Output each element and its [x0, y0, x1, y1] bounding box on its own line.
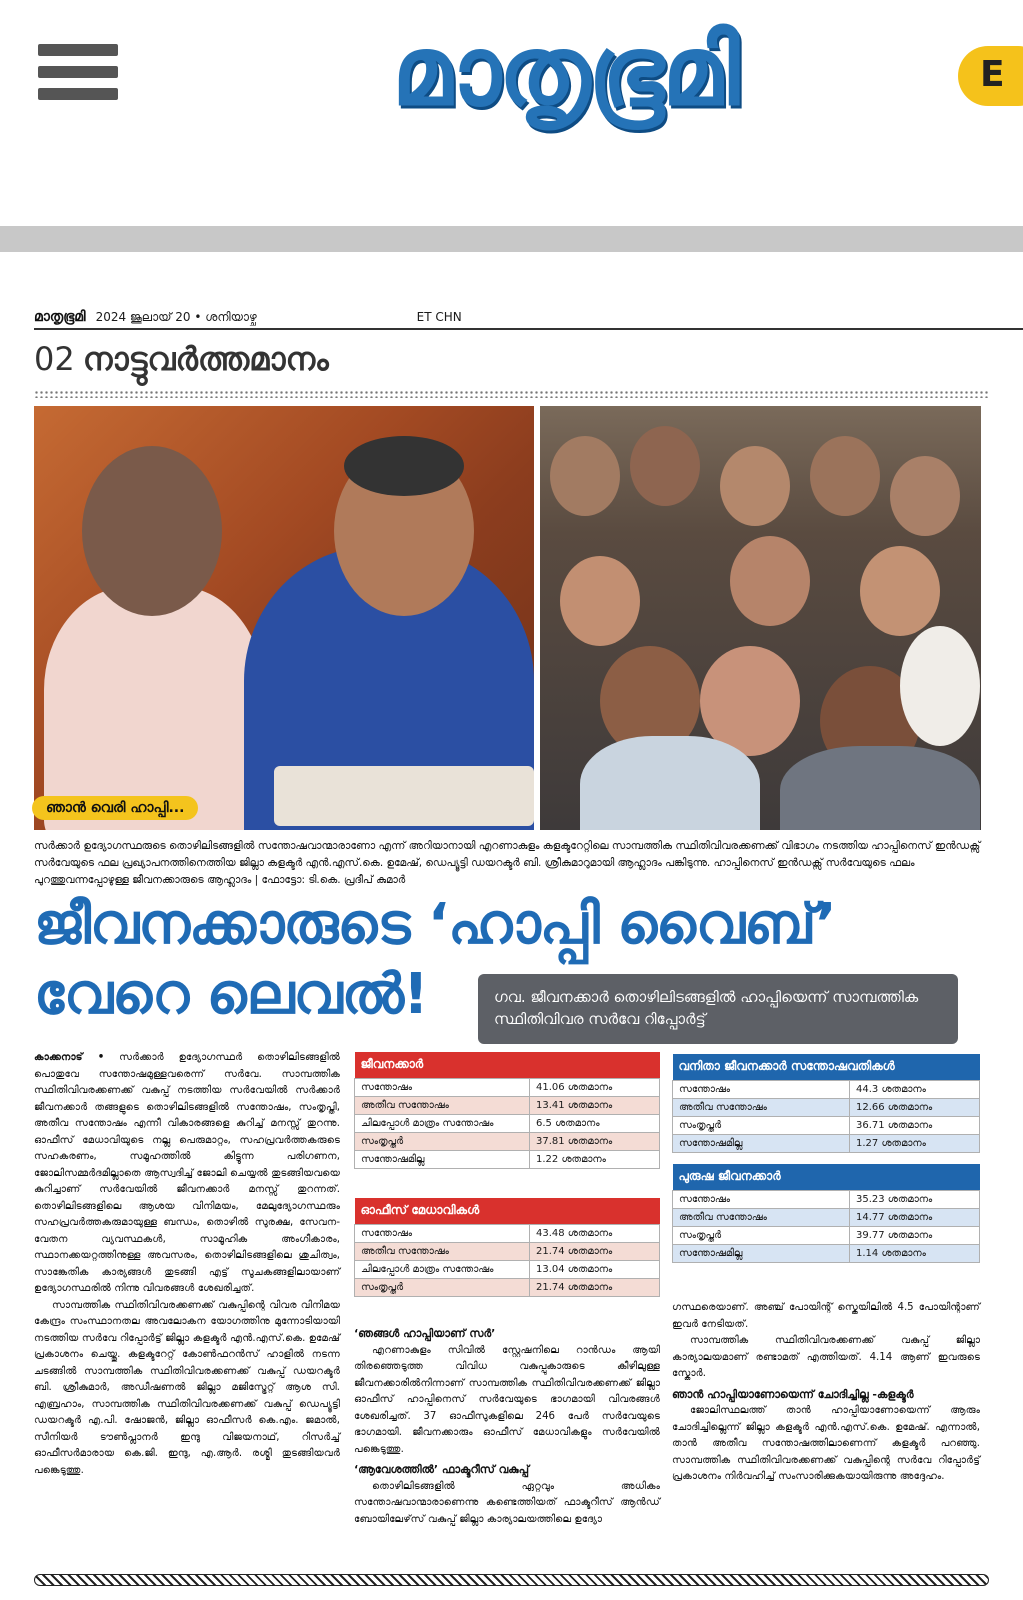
table-row [673, 1134, 980, 1152]
article-column-1 [34, 1050, 340, 1479]
headline-deck: ഗവ. ജീവനക്കാർ തൊഴിലിടങ്ങളിൽ ഹാപ്പിയെന്ന് സാമ്പത്തിക സ്ഥിതിവിവര സർവേ റിപ്പോർട്ട് [478, 974, 958, 1044]
table-cell: സംതൃപ്തർ [355, 1132, 530, 1150]
dotted-divider [34, 390, 989, 398]
photo-caption: സർക്കാർ ഉദ്യോഗസ്ഥരുടെ തൊഴിലിടങ്ങളിൽ സന്തോഷവാന്മാരാണോ എന്ന് അറിയാനായി എറണാകുളം കളക്ടറേറ്റിലെ സാമ്പത്തിക സ്ഥിതിവിവരക്കണക്ക് വിഭാഗം നടത്തിയ ഹാപ്പിനെസ് ഇൻഡക്സ് സർവേയുടെ ഫല പ്രഖ്യാപനത്തിനെത്തിയ ജില്ലാ കളക്ടർ എൻ.എസ്.കെ. ഉമേഷ്, ഡെപ്യൂട്ടി ഡയറക്ടർ ബി. ശ്രീകുമാറുമായി ആഹ്ലാദം പങ്കിടുന്നു. ഹാപ്പിനെസ് ഇൻഡക്സ് സർവേയുടെ ഫലം പുറത്തുവന്നപ്പോഴുള്ള ജീവനക്കാരുടെ ആഹ്ലാദം | ഫോട്ടോ: ടി.കെ. പ്രദീപ് കുമാർ [34, 840, 981, 886]
table-cell: 41.06 ശതമാനം [530, 1078, 660, 1096]
article-paragraph: എറണാകുളം സിവിൽ സ്റ്റേഷനിലെ റാൻഡം ആയി തിരഞ്ഞെടുത്ത വിവിധ വകുപ്പുകാരുടെ കീഴിലുള്ള ജീവനക്കാരിൽനിന്നാണ് സാമ്പത്തിക സ്ഥിതിവിവരക്കണക്ക് ജില്ലാ ഓഫീസ് ഹാപ്പിനെസ് സർവേയുടെ ഭാഗമായി വിവരങ്ങൾ ശേഖരിച്ചത്. 37 ഓഫീസുകളിലെ 246 പേർ സർവേയുടെ ഭാഗമായി. ജീവനക്കാരും ഓഫീസ് മേധാവികളും സർവേയിൽ പങ്കെടുത്തു. [354, 1344, 660, 1455]
dateline: കാക്കനാട് • [34, 1052, 105, 1063]
headline-line-2: വേറെ ലെവൽ! [34, 962, 428, 1027]
article-paragraph: സർക്കാർ ഉദ്യോഗസ്ഥർ തൊഴിലിടങ്ങളിൽ പൊതുവേ സന്തോഷമുള്ളവരെന്ന് സർവേ. സാമ്പത്തിക സ്ഥിതിവിവരക്കണക്ക് വകുപ്പ് നടത്തിയ സർവേയിൽ സർക്കാർ ജീവനക്കാർ തങ്ങളുടെ തൊഴിലിടങ്ങളിൽ സന്തോഷം, സംതൃപ്തി, അതീവ സന്തോഷം എന്നീ വികാരങ്ങളെ കുറിച്ച് മനസ്സ് തുറന്നു. ഓഫീസ് മേധാവിയുടെ നല്ല പെരുമാറ്റം, സഹപ്രവർത്തകരുടെ സഹകരണം, സമൂഹത്തിൽ കിട്ടുന്ന പരിഗണന, ജോലിസമ്മർദമില്ലാതെ ആസ്വദിച്ച് ജോലി ചെയ്യൽ തുടങ്ങിയവയെ കുറിച്ചാണ് സർവേയിൽ ജീവനക്കാർ മനസ്സ് തുറന്നത്. തൊഴിലിടങ്ങളിലെ ആശയ വിനിമയം, മേലുദ്യോഗസ്ഥരും സഹപ്രവർത്തകരുമായുള്ള ബന്ധം, തൊഴിൽ സുരക്ഷ, സേവന-വേതന വ്യവസ്ഥകൾ, സാമൂഹിക അംഗീകാരം, സ്ഥാനക്കയറ്റത്തിനുള്ള അവസരം, തൊഴിലിടങ്ങളിലെ ശുചിത്വം, സാങ്കേതിക കാര്യങ്ങൾ തുടങ്ങി എട്ട് സൂചകങ്ങളിലായാണ് ഉദ്യോഗസ്ഥരിൽ നിന്നു വിവരങ്ങൾ ശേഖരിച്ചത്. [34, 1052, 340, 1294]
table-cell: 1.27 ശതമാനം [850, 1134, 980, 1152]
section-title [34, 340, 329, 379]
edition-badge[interactable]: E [958, 46, 1023, 106]
table-row [673, 1190, 980, 1208]
table-cell: 1.22 ശതമാനം [530, 1150, 660, 1168]
table-women-employees [672, 1054, 980, 1153]
table-title: പുരുഷ ജീവനക്കാർ [673, 1164, 980, 1190]
article-paragraph: സാമ്പത്തിക സ്ഥിതിവിവരക്കണക്ക് വകുപ്പ് ജില്ലാ കാര്യാലയമാണ് രണ്ടാമത് എത്തിയത്. 4.14 ആണ് ഇവരുടെ സ്കോർ. [672, 1335, 980, 1379]
publication-logo[interactable]: മാതൃഭൂമി [392, 14, 738, 127]
app-header [0, 0, 1023, 226]
table-row [355, 1096, 660, 1114]
table-row [355, 1278, 660, 1296]
article-paragraph: സാമ്പത്തിക സ്ഥിതിവിവരക്കണക്ക് വകുപ്പിന്റെ വിവര വിനിമയ കേന്ദ്രം സംസ്ഥാനതല അവലോകന യോഗത്തിനു മുന്നോടിയായി നടത്തിയ സർവേ റിപ്പോർട്ട് ജില്ലാ കളക്ടർ എൻ.എസ്.കെ. ഉമേഷ് പ്രകാശനം ചെയ്തു. കളക്ടറേറ്റ് കോൺഫറൻസ് ഹാളിൽ നടന്ന ചടങ്ങിൽ സാമ്പത്തിക സ്ഥിതിവിവരക്കണക്ക് വകുപ്പ് ഡയറക്ടർ ബി. ശ്രീകുമാർ, അഡീഷണൽ ജില്ലാ മജിസ്ട്രേറ്റ് ആശ സി. എബ്രഹാം, സാമ്പത്തിക സ്ഥിതിവിവരക്കണക്ക് വകുപ്പ് ഡെപ്യൂട്ടി ഡയറക്ടർ എ.പി. ഷോജൻ, ജില്ലാ ഓഫീസർ കെ.എം. ജമാൽ, സീനിയർ ടൗൺപ്ലാനർ ഇന്ദു വിജയനാഥ്, റിസർച്ച് ഓഫീസർമാരായ കെ.ജി. ഇന്ദു, എ.ആർ. രശ്മി തുടങ്ങിയവർ പങ്കെടുത്തു. [34, 1299, 340, 1476]
table-employees [354, 1052, 660, 1169]
table-cell: സന്തോഷം [673, 1080, 850, 1098]
table-cell: 21.74 ശതമാനം [530, 1278, 660, 1296]
table-row [673, 1116, 980, 1134]
table-title: ഓഫീസ് മേധാവികൾ [355, 1198, 660, 1224]
table-title: വനിതാ ജീവനക്കാർ സന്തോഷവതികൾ [673, 1054, 980, 1080]
page-edition: ET CHN [416, 310, 462, 324]
table-cell: അതീവ സന്തോഷം [355, 1096, 530, 1114]
table-cell: സംതൃപ്തർ [355, 1278, 530, 1296]
section-name: നാട്ടുവർത്തമാനം [82, 340, 329, 378]
table-cell: 13.04 ശതമാനം [530, 1260, 660, 1278]
table-cell: 13.41 ശതമാനം [530, 1096, 660, 1114]
table-cell: 35.23 ശതമാനം [850, 1190, 980, 1208]
table-cell: ചിലപ്പോൾ മാത്രം സന്തോഷം [355, 1114, 530, 1132]
table-row [355, 1078, 660, 1096]
table-cell: ചിലപ്പോൾ മാത്രം സന്തോഷം [355, 1260, 530, 1278]
table-cell: അതീവ സന്തോഷം [673, 1208, 850, 1226]
table-cell: സന്തോഷം [355, 1224, 530, 1242]
page-number: 02 [34, 340, 75, 378]
table-row [355, 1224, 660, 1242]
article-column-2 [354, 1322, 660, 1528]
table-cell: സന്തോഷമില്ല [355, 1150, 530, 1168]
article-paragraph: തൊഴിലിടങ്ങളിൽ ഏറ്റവും അധികം സന്തോഷവാന്മാരാണെന്നു കണ്ടെത്തിയത് ഫാക്ടറീസ് ആൻഡ് ബോയിലേഴ്‌സ് വകുപ്പ് ജില്ലാ കാര്യാലയത്തിലെ ഉദ്യോ [354, 1480, 660, 1525]
table-cell: സന്തോഷം [355, 1078, 530, 1096]
table-row [355, 1260, 660, 1278]
headline-line-1: ജീവനക്കാരുടെ ‘ഹാപ്പി വൈബ്’ [34, 892, 836, 957]
table-cell: 36.71 ശതമാനം [850, 1116, 980, 1134]
table-row [355, 1150, 660, 1168]
table-cell: സന്തോഷമില്ല [673, 1244, 850, 1262]
table-row [355, 1114, 660, 1132]
table-cell: 1.14 ശതമാനം [850, 1244, 980, 1262]
table-cell: അതീവ സന്തോഷം [673, 1098, 850, 1116]
table-office-heads [354, 1198, 660, 1297]
table-cell: സന്തോഷം [673, 1190, 850, 1208]
table-cell: 14.77 ശതമാനം [850, 1208, 980, 1226]
bottom-divider [34, 1574, 989, 1586]
subheading: ‘ആവേശത്തിൽ’ ഫാക്ടറീസ് വകുപ്പ് [354, 1463, 530, 1476]
photo-employees-cheering [540, 406, 981, 830]
table-cell: അതീവ സന്തോഷം [355, 1242, 530, 1260]
header-divider [0, 226, 1023, 252]
table-cell: സംതൃപ്തർ [673, 1116, 850, 1134]
table-row [673, 1098, 980, 1116]
table-row [673, 1080, 980, 1098]
photo-collector-smiling [34, 406, 534, 830]
table-cell: 37.81 ശതമാനം [530, 1132, 660, 1150]
subheading: ‘ഞങ്ങൾ ഹാപ്പിയാണ് സർ’ [354, 1327, 496, 1340]
table-cell: 12.66 ശതമാനം [850, 1098, 980, 1116]
article-paragraph: ജോലിസ്ഥലത്ത് താൻ ഹാപ്പിയാണോയെന്ന് ആരും ചോദിച്ചില്ലെന്ന് ജില്ലാ കളക്ടർ എൻ.എസ്.കെ. ഉമേഷ്. എന്നാൽ, താൻ അതീവ സന്തോഷത്തിലാണെന്ന് കളക്ടർ പറഞ്ഞു. സാമ്പത്തിക സ്ഥിതിവിവരക്കണക്ക് വകുപ്പിന്റെ സർവേ റിപ്പോർട്ട് പ്രകാശനം നിർവഹിച്ച് സംസാരിക്കുകയായിരുന്നു അദ്ദേഹം. [672, 1405, 980, 1482]
table-cell: 39.77 ശതമാനം [850, 1226, 980, 1244]
table-row [673, 1208, 980, 1226]
table-men-employees [672, 1164, 980, 1263]
article-column-3 [672, 1300, 980, 1486]
table-cell: സന്തോഷമില്ല [673, 1134, 850, 1152]
table-row [355, 1132, 660, 1150]
table-row [355, 1242, 660, 1260]
page-meta-bar [34, 306, 1023, 330]
table-row [673, 1244, 980, 1262]
menu-icon[interactable] [38, 44, 118, 110]
table-cell: 6.5 ശതമാനം [530, 1114, 660, 1132]
table-title: ജീവനക്കാർ [355, 1052, 660, 1078]
table-cell: 21.74 ശതമാനം [530, 1242, 660, 1260]
page-date: 2024 ജൂലായ് 20 • ശനിയാഴ്ച [95, 309, 257, 324]
photo-tag: ഞാൻ വെരി ഹാപ്പി... [32, 796, 198, 820]
subheading: ഞാൻ ഹാപ്പിയാണോയെന്ന് ചോദിച്ചില്ല -കളക്ടർ [672, 1387, 914, 1401]
article-paragraph: ഗസ്ഥരെയാണ്. അഞ്ച് പോയിന്റ് സ്കെയിലിൽ 4.5 പോയിന്റാണ് ഇവർ നേടിയത്. [672, 1302, 980, 1330]
table-row [673, 1226, 980, 1244]
table-cell: സംതൃപ്തർ [673, 1226, 850, 1244]
table-cell: 44.3 ശതമാനം [850, 1080, 980, 1098]
table-cell: 43.48 ശതമാനം [530, 1224, 660, 1242]
page-brand: മാതൃഭൂമി [34, 309, 86, 325]
